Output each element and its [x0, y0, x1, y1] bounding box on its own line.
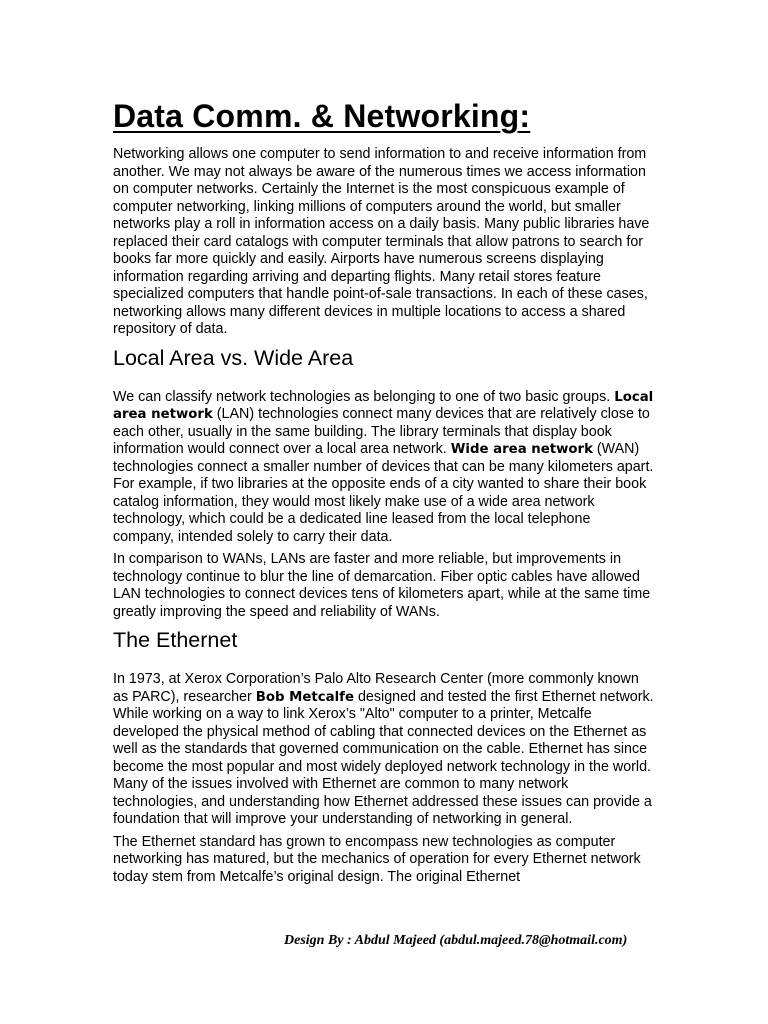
lan-wan-text-2: (LAN) technologies connect many devices that are relatively close to each other, usually in the same building. The library terminals that display book information would connect over a local area network.: [113, 406, 650, 457]
document-page: [113, 96, 655, 891]
lan-wan-text-3: (WAN) technologies connect a smaller number of devices that can be many kilometers apart. For example, if two libraries at the opposite ends of a city wanted to share their book catalog information, they would most likely make use of a wide area network technology, which could be a dedicated line leased from the local telephone company, intended solely to carry their data.: [113, 441, 654, 545]
lan-wan-text-1: We can classify network technologies as belonging to one of two basic groups.: [113, 388, 615, 405]
ethernet-text-2: designed and tested the first Ethernet network. While working on a way to link Xerox’s "Alto" computer to a printer, Metcalfe developed the physical method of cabling that connected devices on the Ethernet as well as the standards that governed communication on the cable. Ethernet has since become the most popular and most widely deployed network technology in the world. Many of the issues involved with Ethernet are common to many network technologies, and understanding how Ethernet addressed these issues can provide a foundation that will improve your understanding of networking in general.: [113, 688, 654, 827]
lan-wan-comparison-paragraph: In comparison to WANs, LANs are faster and more reliable, but improvements in technology continue to blur the line of demarcation. Fiber optic cables have allowed LAN technologies to connect devices tens of kilometers apart, while at the same time greatly improving the speed and reliability of WANs.: [113, 551, 651, 620]
lan-wan-paragraph: [113, 389, 655, 547]
metcalfe-name: Bob Metcalfe: [255, 689, 354, 705]
footer-credit: Design By : Abdul Majeed (abdul.majeed.78@hotmail.com): [284, 933, 628, 948]
ethernet-history-paragraph: [113, 671, 655, 829]
section-heading-local-wide-area: Local Area vs. Wide Area: [113, 345, 354, 370]
ethernet-text-1: In 1973, at Xerox Corporation’s Palo Alto Research Center (more commonly known as PARC), researcher: [113, 671, 639, 705]
intro-paragraph: Networking allows one computer to send information to and receive information from another. We may not always be aware of the numerous times we access information on computer networks. Certainly the Internet is the most conspicuous example of computer networking, linking millions of computers around the world, but smaller networks play a roll in information access on a daily basis. Many public libraries have replaced their card catalogs with computer terminals that allow patrons to search for books far more quickly and easily. Airports have numerous screens displaying information regarding arriving and departing flights. Many retail stores feature specialized computers that handle point-of-sale transactions. In each of these cases, networking allows many different devices in multiple locations to access a shared repository of data.: [113, 146, 650, 337]
wan-term: Wide area network: [450, 442, 593, 457]
ethernet-standard-paragraph: The Ethernet standard has grown to encompass new technologies as computer networking has matured, but the mechanics of operation for every Ethernet network today stem from Metcalfe’s original design. The original Ethernet: [113, 833, 641, 885]
page-title: Data Comm. & Networking:: [113, 98, 531, 134]
section-heading-ethernet: The Ethernet: [113, 628, 238, 652]
lan-term: Local area network: [113, 389, 654, 422]
